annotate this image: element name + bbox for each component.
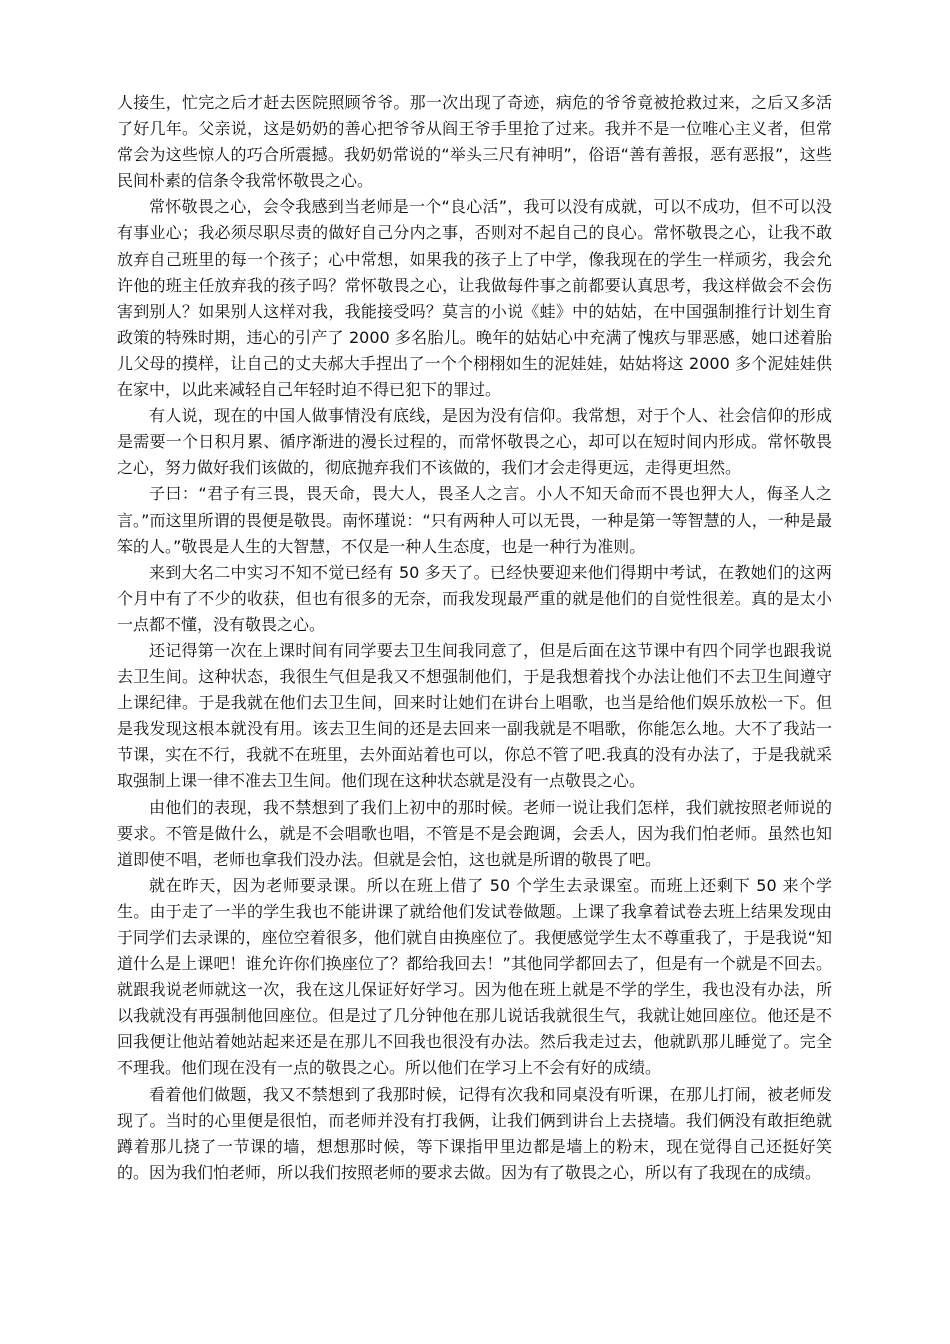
paragraph-8: 就在昨天，因为老师要录课。所以在班上借了 50 个学生去录课室。而班上还剩下 50 来个学生。由于走了一半的学生我也不能讲课了就给他们发试卷做题。上课了我拿着试卷去班上结果发现由于同学们去录课的，座位空着很多，他们就自由换座位了。我便感觉学生太不尊重我了，于是我说“知道什么是上课吧！谁允许你们换座位了？都给我回去！”其他同学都回去了，但是有一个就是不回去。就跟我说老师就这一次，我在这儿保证好好学习。因为他在班上就是不学的学生，我也没有办法，所以我就没有再强制他回座位。但是过了几分钟他在那儿说话我就很生气，我就让她回座位。他还是不回我便让他站着她站起来还是在那儿不回我也很没有办法。然后我走过去，他就趴那儿睡觉了。完全不理我。他们现在没有一点的敬畏之心。所以他们在学习上不会有好的成绩。 bbox=[117, 875, 832, 1078]
paragraph-3: 有人说，现在的中国人做事情没有底线，是因为没有信仰。我常想，对于个人、社会信仰的形成是需要一个日积月累、循序渐进的漫长过程的，而常怀敬畏之心，却可以在短时间内形成。常怀敬畏之心，努力做好我们该做的，彻底抛弃我们不该做的，我们才会走得更远，走得更坦然。 bbox=[117, 406, 832, 478]
paragraph-6: 还记得第一次在上课时间有同学要去卫生间我同意了，但是后面在这节课中有四个同学也跟我说去卫生间。这种状态，我很生气但是我又不想强制他们，于是我想着找个办法让他们不去卫生间遵守上课纪律。于是我就在他们去卫生间，回来时让她们在讲台上唱歌，也当是给他们娱乐放松一下。但是我发现这根本就没有用。该去卫生间的还是去回来一副我就是不唱歌，你能怎么地。大不了我站一节课，实在不行，我就不在班里，去外面站着也可以，你总不管了吧.我真的没有办法了，于是我就采取强制上课一律不准去卫生间。他们现在这种状态就是没有一点敬畏之心。 bbox=[117, 640, 832, 791]
paragraph-5: 来到大名二中实习不知不觉已经有 50 多天了。已经快要迎来他们得期中考试，在教她们的这两个月中有了不少的收获，但也有很多的无奈，而我发现最严重的就是他们的自觉性很差。真的是太小一点都不懂，没有敬畏之心。 bbox=[117, 562, 832, 634]
paragraph-7: 由他们的表现，我不禁想到了我们上初中的那时候。老师一说让我们怎样，我们就按照老师说的要求。不管是做什么，就是不会唱歌也唱，不管是不是会跑调，会丢人，因为我们怕老师。虽然也知道即使不唱，老师也拿我们没办法。但就是会怕，这也就是所谓的敬畏了吧。 bbox=[117, 797, 832, 869]
paragraph-9: 看着他们做题，我又不禁想到了我那时候，记得有次我和同桌没有听课，在那儿打闹，被老师发现了。当时的心里便是很怕，而老师并没有打我俩，让我们俩到讲台上去挠墙。我们俩没有敢拒绝就蹲着那儿挠了一节课的墙，想想那时候，等下课指甲里边都是墙上的粉末，现在觉得自己还挺好笑的。因为我们怕老师，所以我们按照老师的要求去做。因为有了敬畏之心，所以有了我现在的成绩。 bbox=[117, 1084, 832, 1182]
paragraph-2: 常怀敬畏之心，会令我感到当老师是一个“良心活”，我可以没有成就，可以不成功，但不可以没有事业心；我必须尽职尽责的做好自己分内之事，否则对不起自己的良心。常怀敬畏之心，让我不敢放弃自己班里的每一个孩子；心中常想，如果我的孩子上了中学，像我现在的学生一样顽劣，我会允许他的班主任放弃我的孩子吗？常怀敬畏之心，让我做每件事之前都要认真思考，我这样做会不会伤害到别人？如果别人这样对我，我能接受吗？莫言的小说《蛙》中的姑姑，在中国强制推行计划生育政策的特殊时期，违心的引产了 2000 多名胎儿。晚年的姑姑心中充满了愧疚与罪恶感，她口述着胎儿父母的摸样，让自己的丈夫郝大手捏出了一个个栩栩如生的泥娃娃，姑姑将这 2000 多个泥娃娃供在家中，以此来减轻自己年轻时迫不得已犯下的罪过。 bbox=[117, 197, 832, 400]
paragraph-1: 人接生，忙完之后才赶去医院照顾爷爷。那一次出现了奇迹，病危的爷爷竟被抢救过来，之后又多活了好几年。父亲说，这是奶奶的善心把爷爷从阎王爷手里抢了过来。我并不是一位唯心主义者，但常常会为这些惊人的巧合所震撼。我奶奶常说的“举头三尺有神明”，俗语“善有善报，恶有恶报”，这些民间朴素的信条令我常怀敬畏之心。 bbox=[117, 93, 832, 191]
paragraph-4: 子曰：“君子有三畏，畏天命，畏大人，畏圣人之言。小人不知天命而不畏也狎大人，侮圣人之言。”而这里所谓的畏便是敬畏。南怀瑾说：“只有两种人可以无畏，一种是第一等智慧的人，一种是最笨的人。”敬畏是人生的大智慧，不仅是一种人生态度，也是一种行为准则。 bbox=[117, 484, 832, 556]
document-page bbox=[117, 90, 832, 1186]
